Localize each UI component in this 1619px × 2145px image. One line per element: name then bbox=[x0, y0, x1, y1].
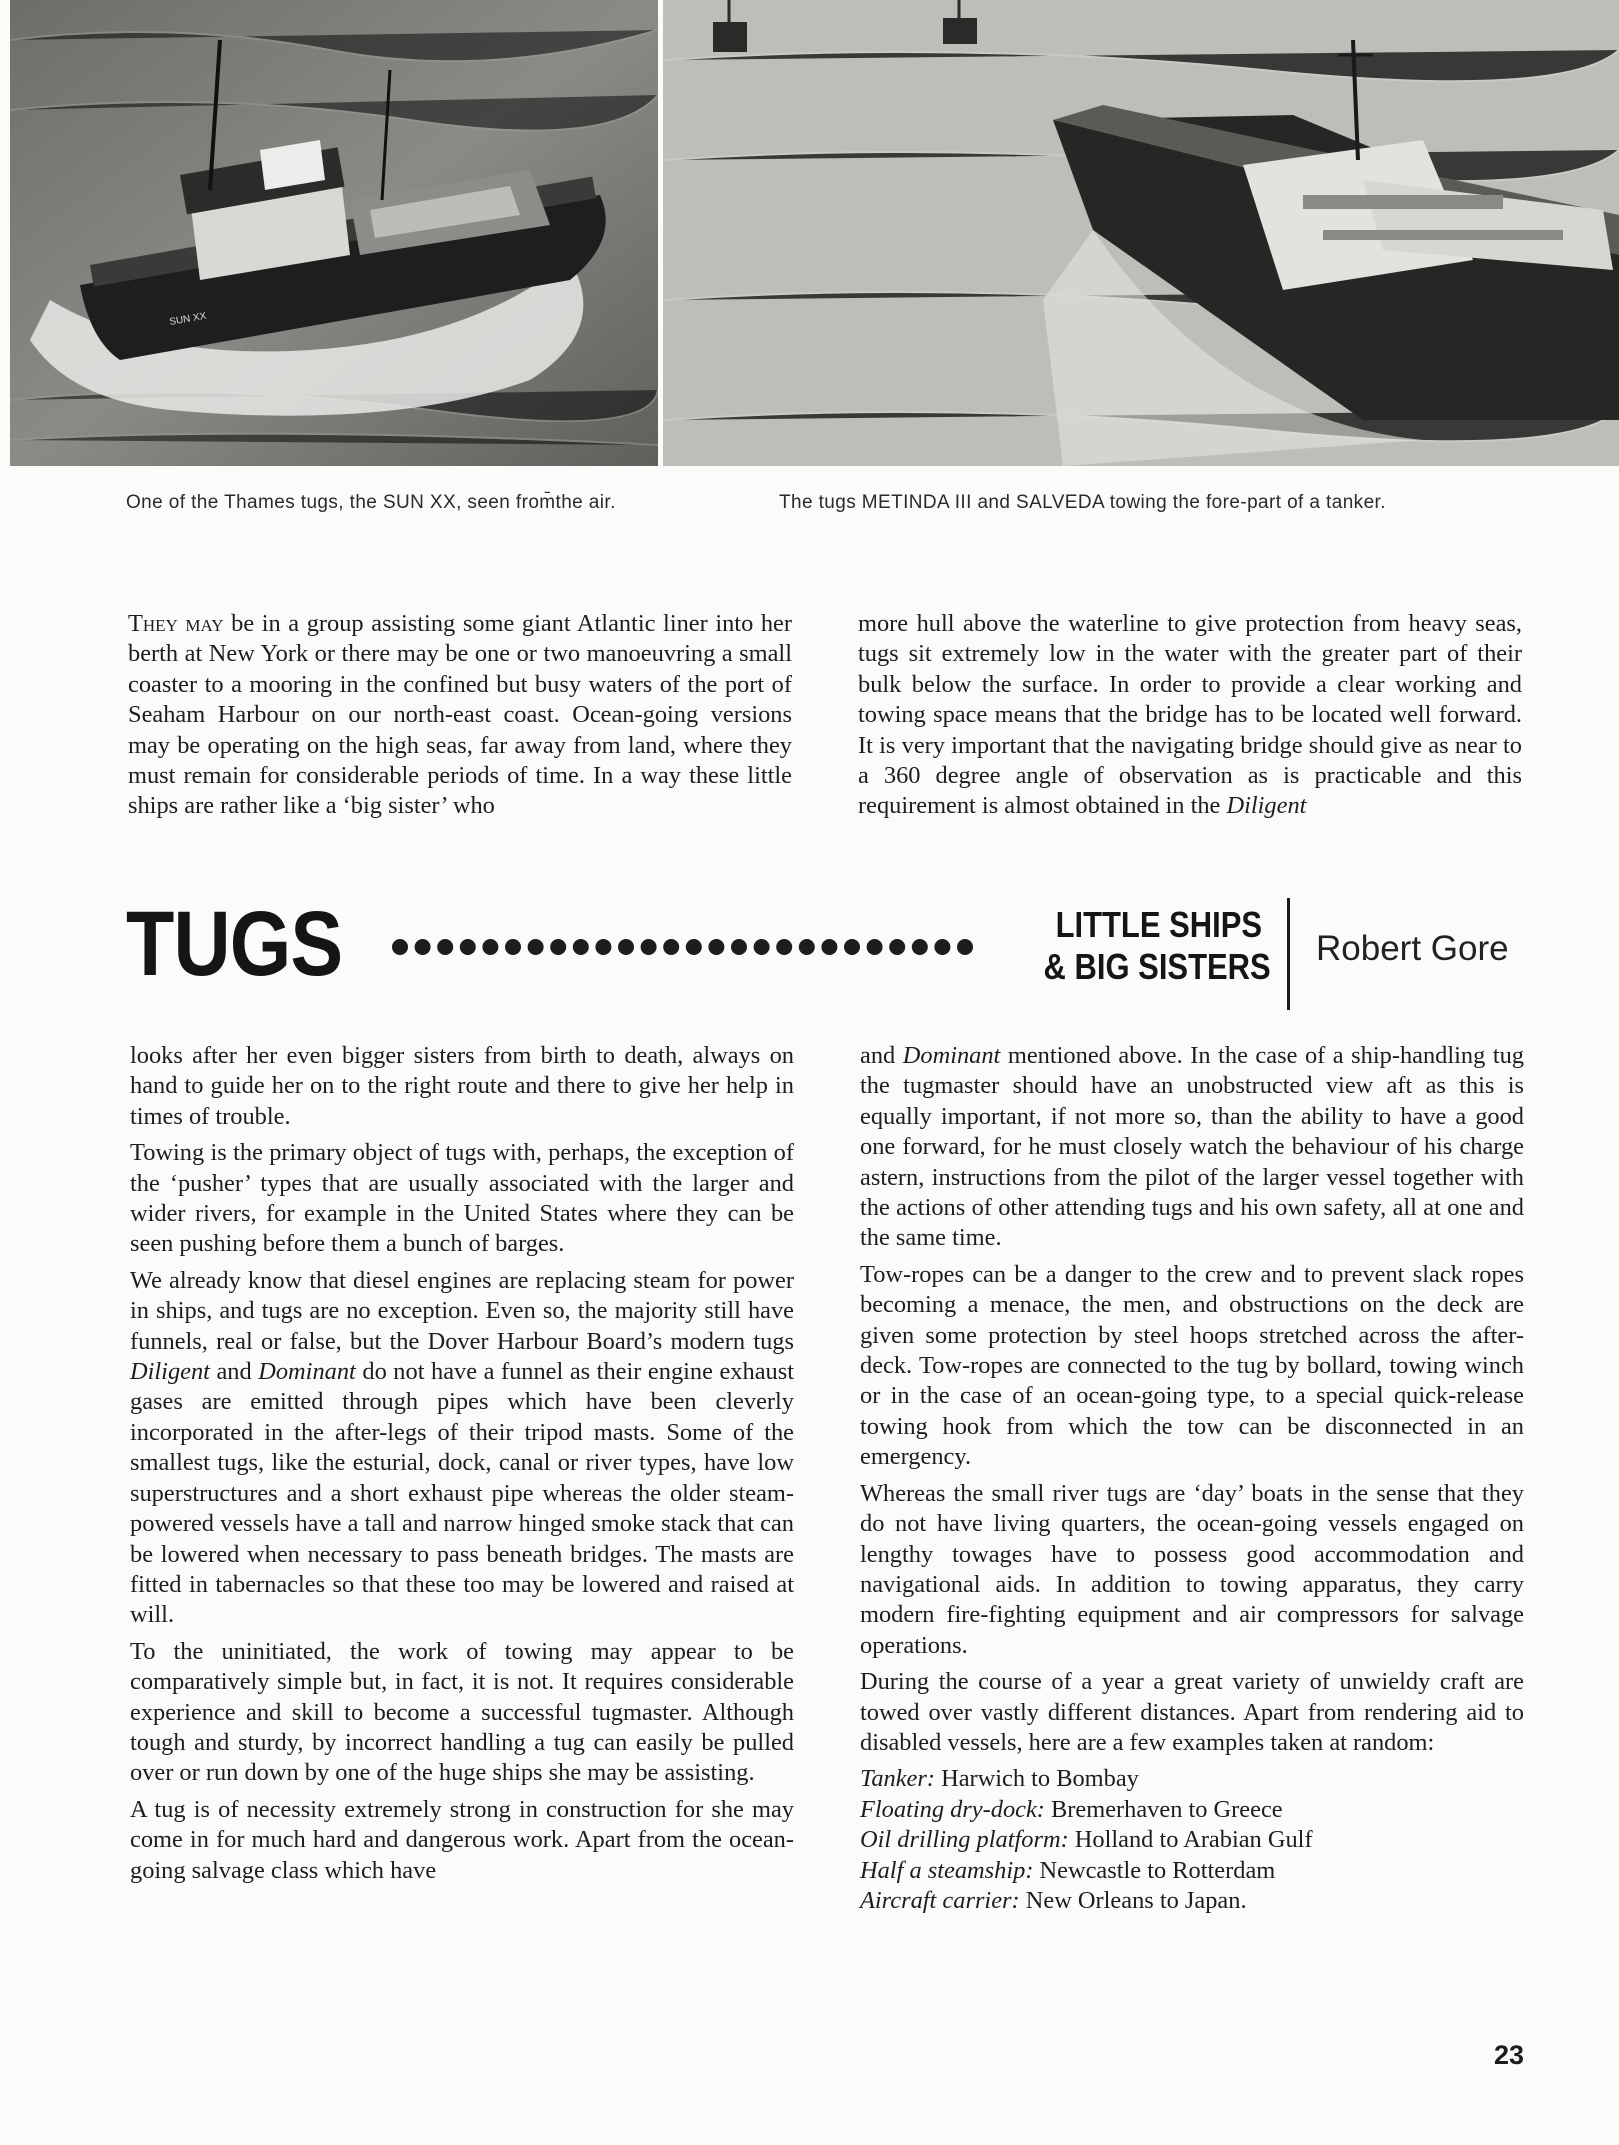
intro-text: be in a group assisting some giant Atlantic liner into her berth at New York or there may be one or two manoeuvring a small coaster to a mooring in the confined but busy waters of the port of Seaham Harbour on our north-east coast. Ocean-going versions may be operating on the high seas, far away from land, where they must remain for considerable periods of time. In a way these little ships are rather like a ‘big sister’ who bbox=[128, 610, 793, 820]
body-paragraph: During the course of a year a great variety of unwieldy craft are towed over vastly different distances. Apart from rendering aid to disabled vessels, here are a few examples taken at random: bbox=[860, 1668, 1524, 1756]
body-paragraph: Whereas the small river tugs are ‘day’ boats in the sense that they do not have living quarters, the ocean-going vessels engaged on lengthy towages have to possess good accommodation and navigational aids. In addition to towing apparatus, they carry modern fire-fighting equipment and air compressors for salvage operations. bbox=[860, 1479, 1524, 1659]
intro-column-right bbox=[858, 609, 1522, 828]
example-type: Floating dry-dock: bbox=[860, 1795, 1045, 1823]
list-item bbox=[860, 1825, 1524, 1855]
example-route: Harwich to Bombay bbox=[934, 1765, 1139, 1793]
rule-dot bbox=[663, 939, 679, 955]
rule-dot bbox=[957, 939, 973, 955]
article-title: TUGS bbox=[126, 893, 343, 995]
intro-paragraph bbox=[128, 609, 792, 822]
list-item bbox=[860, 1795, 1524, 1825]
text-run: do not have a funnel as their engine exhaust gases are emitted through pipes which have been cleverly incorporated in the after-legs of their tripod masts. Some of the smallest tugs, like the esturial, dock, canal or river types, have low superstructures and a short exhaust pipe whereas the older steam-powered vessels have a tall and narrow hinged smoke stack that can be lowered when necessary to pass beneath bridges. The masts are fitted in tabernacles so that these too may be lowered and raised at will. bbox=[130, 1358, 794, 1629]
rule-dot bbox=[595, 939, 611, 955]
intro-column-left bbox=[128, 609, 792, 828]
example-type: Tanker: bbox=[860, 1765, 935, 1793]
dotted-rule bbox=[390, 935, 980, 959]
lead-in-smallcaps: They may bbox=[128, 610, 224, 637]
rule-dot bbox=[754, 939, 770, 955]
intro-paragraph-right bbox=[858, 609, 1522, 822]
body-paragraph bbox=[860, 1041, 1524, 1254]
photo-caption-left: One of the Thames tugs, the SUN XX, seen from̄the air. bbox=[126, 492, 616, 513]
rule-dot bbox=[528, 939, 544, 955]
article-subtitle bbox=[1043, 904, 1271, 988]
rule-dot bbox=[889, 939, 905, 955]
example-type: Half a steamship: bbox=[860, 1856, 1034, 1884]
body-column-right bbox=[860, 1041, 1524, 1916]
rule-dot bbox=[731, 939, 747, 955]
list-item bbox=[860, 1856, 1524, 1886]
hull-name-label: SUN XX bbox=[168, 310, 208, 328]
rule-dot bbox=[550, 939, 566, 955]
tow-examples-list bbox=[860, 1764, 1524, 1916]
intro-right-text: more hull above the waterline to give protection from heavy seas, tugs sit extremely low in the water with the greater part of their bulk below the surface. In order to provide a clear working and towing space means that the bridge has to be located well forward. It is very important that the navigating bridge should give as near to a 360 degree angle of observation as is practicable and this requirement is almost obtained in the bbox=[858, 610, 1522, 820]
text-run: and bbox=[860, 1042, 903, 1069]
body-paragraph: To the uninitiated, the work of towing may appear to be comparatively simple but, in fact, it is not. It requires considerable experience and skill to become a successful tugmaster. Although tough and sturdy, by incorrect handling a tug can easily be pulled over or run down by one of the huge ships she may be assisting. bbox=[130, 1637, 794, 1787]
rule-dot bbox=[415, 939, 431, 955]
italic-ship-name: Dominant bbox=[258, 1358, 356, 1386]
photo-caption-right: The tugs METINDA III and SALVEDA towing the fore-part of a tanker. bbox=[779, 492, 1386, 513]
subtitle-line-2: & BIG SISTERS bbox=[1043, 946, 1271, 987]
text-run: mentioned above. In the case of a ship-handling tug the tugmaster should have an unobstructed view aft as this is equally important, if not more so, than the ability to have a good one forward, for he must closely watch the behaviour of his charge astern, instructions from the pilot of the larger vessel together with the actions of other attending tugs and his own safety, all at one and the same time. bbox=[860, 1042, 1524, 1252]
body-paragraph: Tow-ropes can be a danger to the crew and to prevent slack ropes becoming a menace, the men, and obstructions on the deck are given some protection by steel hoops stretched across the after-deck. Tow-ropes are connected to the tug by bollard, towing winch or in the case of an ocean-going type, to a special quick-release towing hook from which the tow can be disconnected in an emergency. bbox=[860, 1260, 1524, 1471]
list-item bbox=[860, 1886, 1524, 1916]
rule-dot bbox=[573, 939, 589, 955]
rule-dot bbox=[618, 939, 634, 955]
photo-sun-xx-tug bbox=[10, 0, 658, 466]
rule-dot bbox=[821, 939, 837, 955]
rule-dot bbox=[641, 939, 657, 955]
author-name: Robert Gore bbox=[1316, 929, 1509, 968]
text-run: We already know that diesel engines are replacing steam for power in ships, and tugs are no exception. Even so, the majority still have funnels, real or false, but the Dover Harbour Board’s modern tugs bbox=[130, 1266, 794, 1355]
page-number: 23 bbox=[1494, 2040, 1525, 2070]
rule-dot bbox=[482, 939, 498, 955]
rule-dot bbox=[708, 939, 724, 955]
example-type: Oil drilling platform: bbox=[860, 1826, 1069, 1854]
rule-dot bbox=[686, 939, 702, 955]
rule-dot bbox=[505, 939, 521, 955]
example-route: Newcastle to Rotterdam bbox=[1033, 1856, 1276, 1884]
rule-dot bbox=[799, 939, 815, 955]
subtitle-line-1: LITTLE SHIPS bbox=[1055, 904, 1262, 945]
body-paragraph: looks after her even bigger sisters from birth to death, always on hand to guide her on to the right route and there to give her help in times of trouble. bbox=[130, 1042, 794, 1130]
italic-ship-name: Dominant bbox=[902, 1042, 1001, 1069]
text-run: and bbox=[209, 1358, 259, 1386]
rule-dot bbox=[867, 939, 883, 955]
body-paragraph: A tug is of necessity extremely strong in construction for she may come in for much hard and dangerous work. Apart from the ocean-going salvage class which have bbox=[130, 1795, 794, 1884]
rule-dot bbox=[776, 939, 792, 955]
rule-dot bbox=[437, 939, 453, 955]
italic-ship-name: Diligent bbox=[1226, 792, 1307, 820]
rule-dot bbox=[912, 939, 928, 955]
italic-ship-name: Diligent bbox=[130, 1358, 210, 1386]
body-paragraph: Towing is the primary object of tugs with, perhaps, the exception of the ‘pusher’ types that are usually associated with the larger and wider rivers, for example in the United States where they can be seen pushing before them a bunch of barges. bbox=[130, 1139, 794, 1258]
example-route: New Orleans to Japan. bbox=[1019, 1886, 1247, 1914]
list-item bbox=[860, 1764, 1524, 1794]
body-column-left bbox=[130, 1041, 794, 1892]
rule-dot bbox=[392, 939, 408, 955]
author-divider bbox=[1287, 898, 1290, 1010]
example-route: Holland to Arabian Gulf bbox=[1068, 1826, 1313, 1854]
rule-dot bbox=[460, 939, 476, 955]
rule-dot bbox=[934, 939, 950, 955]
photo-tugs-towing-tanker bbox=[663, 0, 1619, 466]
example-route: Bremerhaven to Greece bbox=[1044, 1795, 1283, 1823]
body-paragraph bbox=[130, 1266, 794, 1631]
rule-dot bbox=[844, 939, 860, 955]
example-type: Aircraft carrier: bbox=[860, 1886, 1020, 1914]
